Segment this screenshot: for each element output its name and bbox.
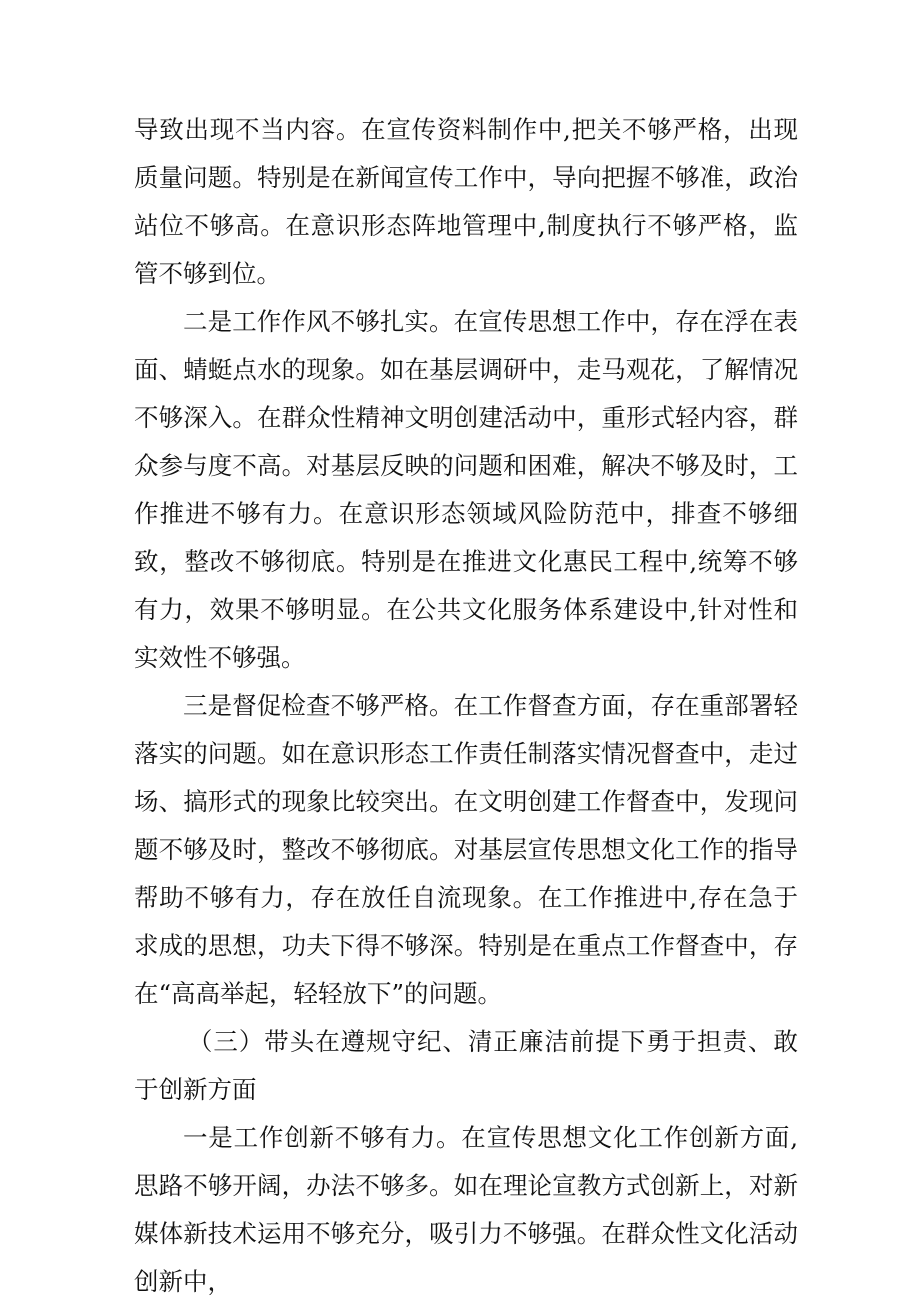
section-heading-three: （三）带头在遵规守纪、清正廉洁前提下勇于担责、敢于创新方面	[134, 1027, 798, 1104]
document-body	[134, 106, 798, 1306]
paragraph-innovation: 一是工作创新不够有力。在宣传思想文化工作创新方面,思路不够开阔，办法不够多。如在理论宣教方式创新上，对新媒体新技术运用不够充分，吸引力不够强。在群众性文化活动创新中，	[134, 1123, 798, 1296]
paragraph-work-style: 二是工作作风不够扎实。在宣传思想工作中，存在浮在表面、蜻蜓点水的现象。如在基层调研中，走马观花，了解情况不够深入。在群众性精神文明创建活动中，重形式轻内容，群众参与度不高。对基层反映的问题和困难，解决不够及时，工作推进不够有力。在意识形态领域风险防范中，排查不够细致，整改不够彻底。特别是在推进文化惠民工程中,统筹不够有力，效果不够明显。在公共文化服务体系建设中,针对性和实效性不够强。	[134, 307, 798, 672]
paragraph-supervision: 三是督促检查不够严格。在工作督查方面，存在重部署轻落实的问题。如在意识形态工作责任制落实情况督查中，走过场、搞形式的现象比较突出。在文明创建工作督查中，发现问题不够及时，整改不够彻底。对基层宣传思想文化工作的指导帮助不够有力，存在放任自流现象。在工作推进中,存在急于求成的思想，功夫下得不够深。特别是在重点工作督查中，存在“高高举起，轻轻放下”的问题。	[134, 691, 798, 1008]
paragraph-continuation: 导致出现不当内容。在宣传资料制作中,把关不够严格，出现质量问题。特别是在新闻宣传工作中，导向把握不够准，政治站位不够高。在意识形态阵地管理中,制度执行不够严格，监管不够到位。	[134, 115, 798, 288]
